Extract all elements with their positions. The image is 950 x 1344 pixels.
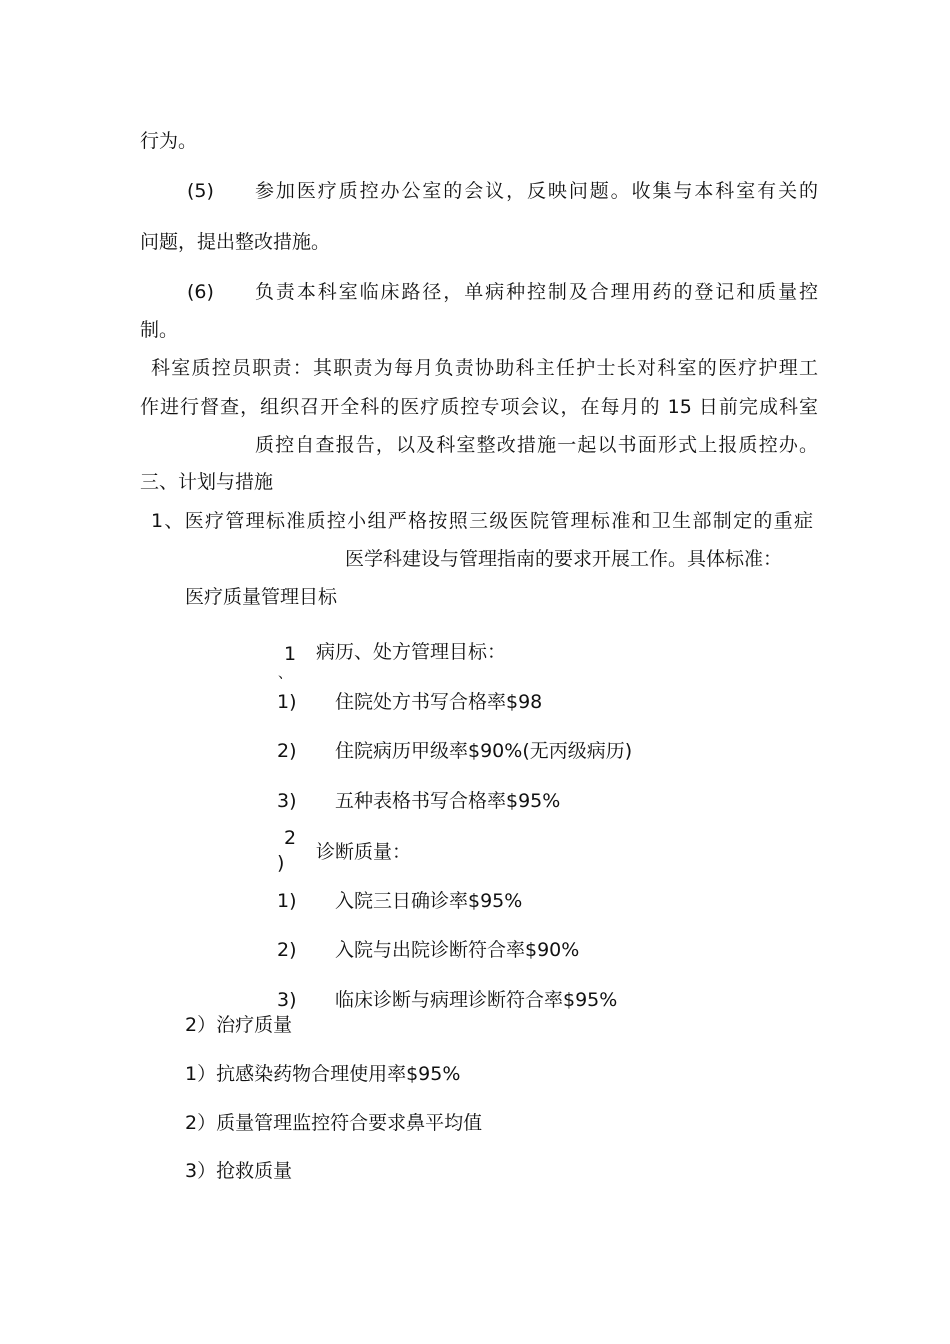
subsection-heading: 医疗质量管理目标	[185, 586, 338, 608]
list-number: 3)	[277, 790, 297, 812]
list-mark: 、	[278, 666, 292, 682]
list-number: 3)	[277, 989, 297, 1011]
list-item: 3）抢救质量	[185, 1160, 293, 1182]
list-mark: )	[277, 852, 285, 874]
list-item: 住院处方书写合格率$98	[335, 691, 543, 713]
list-item: 临床诊断与病理诊断符合率$95%	[335, 989, 618, 1011]
list-number: 2	[284, 827, 297, 849]
paragraph-line: 行为。	[140, 130, 198, 152]
list-item: 入院三日确诊率$95%	[335, 890, 523, 912]
paragraph-line: 医学科建设与管理指南的要求开展工作。具体标准：	[345, 548, 783, 570]
paragraph-line: 科室质控员职责：其职责为每月负责协助科主任护士长对科室的医疗护理工	[151, 357, 818, 379]
list-number: 2)	[277, 740, 297, 762]
list-number: 1)	[277, 691, 297, 713]
list-item: 住院病历甲级率$90%(无丙级病历)	[335, 740, 633, 762]
list-item: 入院与出院诊断符合率$90%	[335, 939, 580, 961]
paragraph-line: 制。	[140, 319, 179, 341]
section-heading: 三、计划与措施	[140, 471, 274, 493]
list-number: 1	[284, 643, 297, 665]
list-number: (6)	[187, 281, 214, 303]
list-item: 五种表格书写合格率$95%	[335, 790, 561, 812]
paragraph-line: 作进行督查，组织召开全科的医疗质控专项会议，在每月的 15 日前完成科室	[140, 396, 818, 418]
paragraph-line: 负责本科室临床路径，单病种控制及合理用药的登记和质量控	[255, 281, 818, 303]
paragraph-line: 问题，提出整改措施。	[140, 231, 331, 253]
list-item: 病历、处方管理目标：	[316, 641, 507, 663]
list-number: 1)	[277, 890, 297, 912]
paragraph-line: 参加医疗质控办公室的会议，反映问题。收集与本科室有关的	[255, 180, 818, 202]
list-number: 2)	[277, 939, 297, 961]
paragraph-line: 1、医疗管理标准质控小组严格按照三级医院管理标准和卫生部制定的重症	[151, 510, 813, 532]
list-item: 诊断质量：	[316, 841, 412, 863]
paragraph-line: 质控自查报告，以及科室整改措施一起以书面形式上报质控办。	[255, 434, 818, 456]
list-number: (5)	[187, 180, 214, 202]
list-item: 2）治疗质量	[185, 1014, 293, 1036]
list-item: 2）质量管理监控符合要求鼻平均值	[185, 1112, 483, 1134]
list-item: 1）抗感染药物合理使用率$95%	[185, 1063, 461, 1085]
